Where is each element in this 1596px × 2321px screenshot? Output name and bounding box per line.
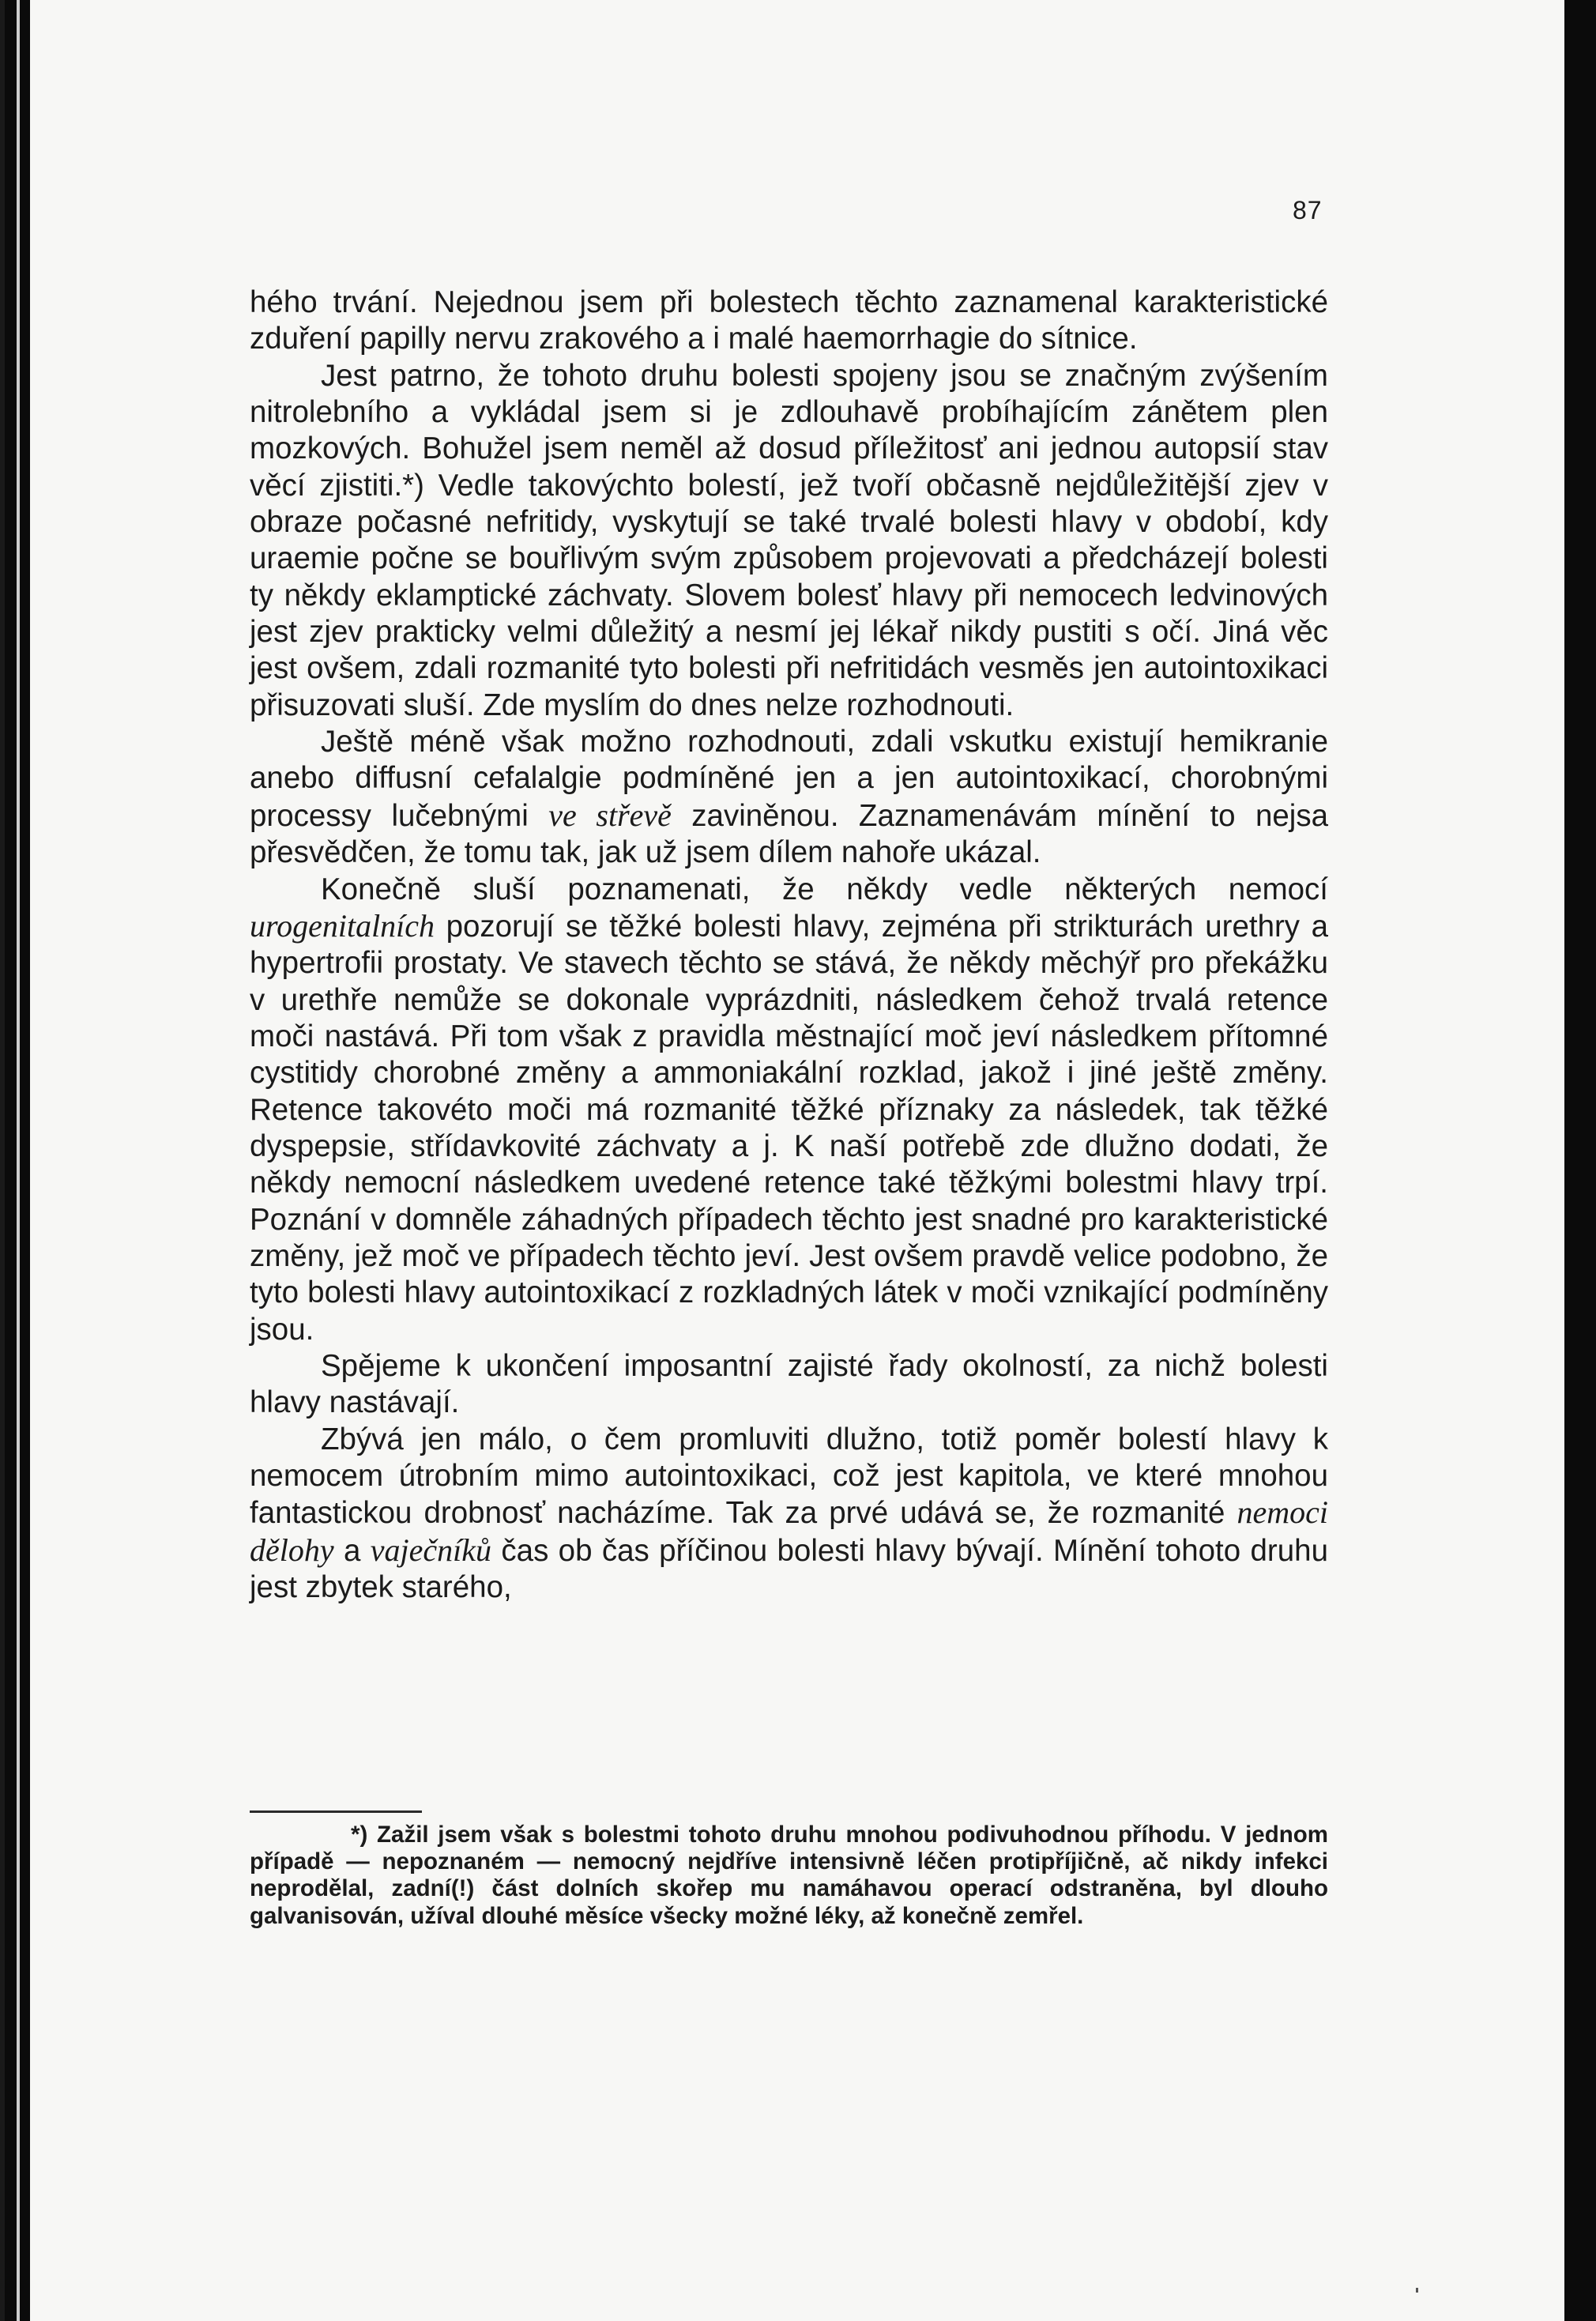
body-text [250, 284, 1328, 1606]
scan-edge [0, 0, 5, 2321]
paragraph-5: Spějeme k ukončení imposantní zajisté řady okolností, za nichž bolesti hlavy nastávají. [250, 1348, 1328, 1420]
book-page [30, 0, 1564, 2321]
paragraph-1: hého trvání. Nejednou jsem při bolestech těchto zaznamenal karakteristické zduření papilly nervu zrakového a i malé haemorrhagie do sítnice. [250, 285, 1328, 356]
paragraph-3-text-b: zaviněnou. Zaznamenávám mínění to nejsa přesvědčen, že tomu tak, jak už jsem dílem nahoře ukázal. [250, 798, 1329, 870]
footnote-separator [250, 1810, 422, 1813]
paragraph-6-emphasis-b: vaječníků [370, 1532, 492, 1568]
page-number: 87 [1293, 196, 1323, 224]
paragraph-3 [250, 724, 1328, 871]
scan-artifact-mark [1416, 2288, 1418, 2293]
paragraph-4 [250, 872, 1328, 1348]
paragraph-6-text-c: čas ob čas příčinou bolesti hlavy bývají. Mínění tohoto druhu jest zbytek starého, [250, 1533, 1328, 1605]
paragraph-6 [250, 1422, 1328, 1607]
paragraph-3-emphasis: ve střevě [548, 797, 672, 833]
paragraph-4-emphasis: urogenitalních [250, 907, 435, 944]
paragraph-4-text-b: pozorují se těžké bolesti hlavy, zejména při strikturách urethry a hypertrofii prostaty. Ve stavech těchto se stává, že někdy měchýř pro překážku v urethře nemůže se dokonale vyprázdniti, následkem čehož trvalá retence moči nastává. Při tom však z pravidla městnající moč jeví následkem přítomné cystitidy chorobné změny a ammoniakální rozklad, jakož i jiné ještě změny. Retence takovéto moči má rozmanité těžké příznaky za následek, tak těžké dyspepsie, střídavkovité záchvaty a j. K naší potřebě zde dlužno dodati, že někdy nemocní následkem uvedené retence také těžkými bolestmi hlavy trpí. Poznání v domněle záhadných případech těchto jest snadné pro karakteristické změny, jež moč ve případech těchto jeví. Jest ovšem pravdě velice podobno, že tyto bolesti hlavy autointoxikací z rozkladných látek v moči vznikající podmíněny jsou. [250, 909, 1328, 1347]
paragraph-2: Jest patrno, že tohoto druhu bolesti spojeny jsou se značným zvýšením nitrolebního a vykládal jsem si je zdlouhavě probíhajícím zánětem plen mozkových. Bohužel jsem neměl až dosud příležitosť ani jednou autopsií stav věcí zjistiti.*) Vedle takovýchto bolestí, jež tvoří občasně nejdůležitější zjev v obraze počasné nefritidy, vyskytují se také trvalé bolesti hlavy v období, kdy uraemie počne se bouřlivým svým způsobem projevovati a předcházejí bolesti ty někdy eklamptické záchvaty. Slovem bolesť hlavy při nemocech ledvinových jest zjev prakticky velmi důležitý a nesmí jej lékař nikdy pustiti s očí. Jiná věc jest ovšem, zdali rozmanité tyto bolesti při nefritidách vesměs jen autointoxikaci přisuzovati sluší. Zde myslím do dnes nelze rozhodnouti. [250, 358, 1328, 722]
paragraph-4-text-a: Konečně sluší poznamenati, že někdy vedle některých nemocí [321, 872, 1328, 906]
footnote: *) Zažil jsem však s bolestmi tohoto druhu mnohou podivuhodnou příhodu. V jednom případě — nepoznaném — nemocný nejdříve intensivně léčen protipříjičně, ač nikdy infekci neprodělal, zadní(!) část dolních skořep mu namáhavou operací odstraněna, byl dlouho galvanisován, užíval dlouhé měsíce všecky možné léky, až konečně zemřel. [250, 1822, 1328, 1929]
paragraph-6-text-a: Zbývá jen málo, o čem promluviti dlužno, totiž poměr bolestí hlavy k nemocem útrobním mimo autointoxikaci, což jest kapitola, ve které mnohou fantastickou drobnosť nacházíme. Tak za prvé udává se, že rozmanité [250, 1422, 1328, 1531]
scan-page-edge-line [17, 0, 20, 2321]
paragraph-6-emphasis-a: nemoci dělohy [250, 1494, 1328, 1568]
paragraph-6-text-b: a [333, 1533, 371, 1568]
paragraph-3-text-a: Ještě méně však možno rozhodnouti, zdali vskutku existují hemikranie anebo diffusní cefalalgie podmíněné jen a jen autointoxikací, chorobnými processy lučebnými [250, 725, 1328, 833]
